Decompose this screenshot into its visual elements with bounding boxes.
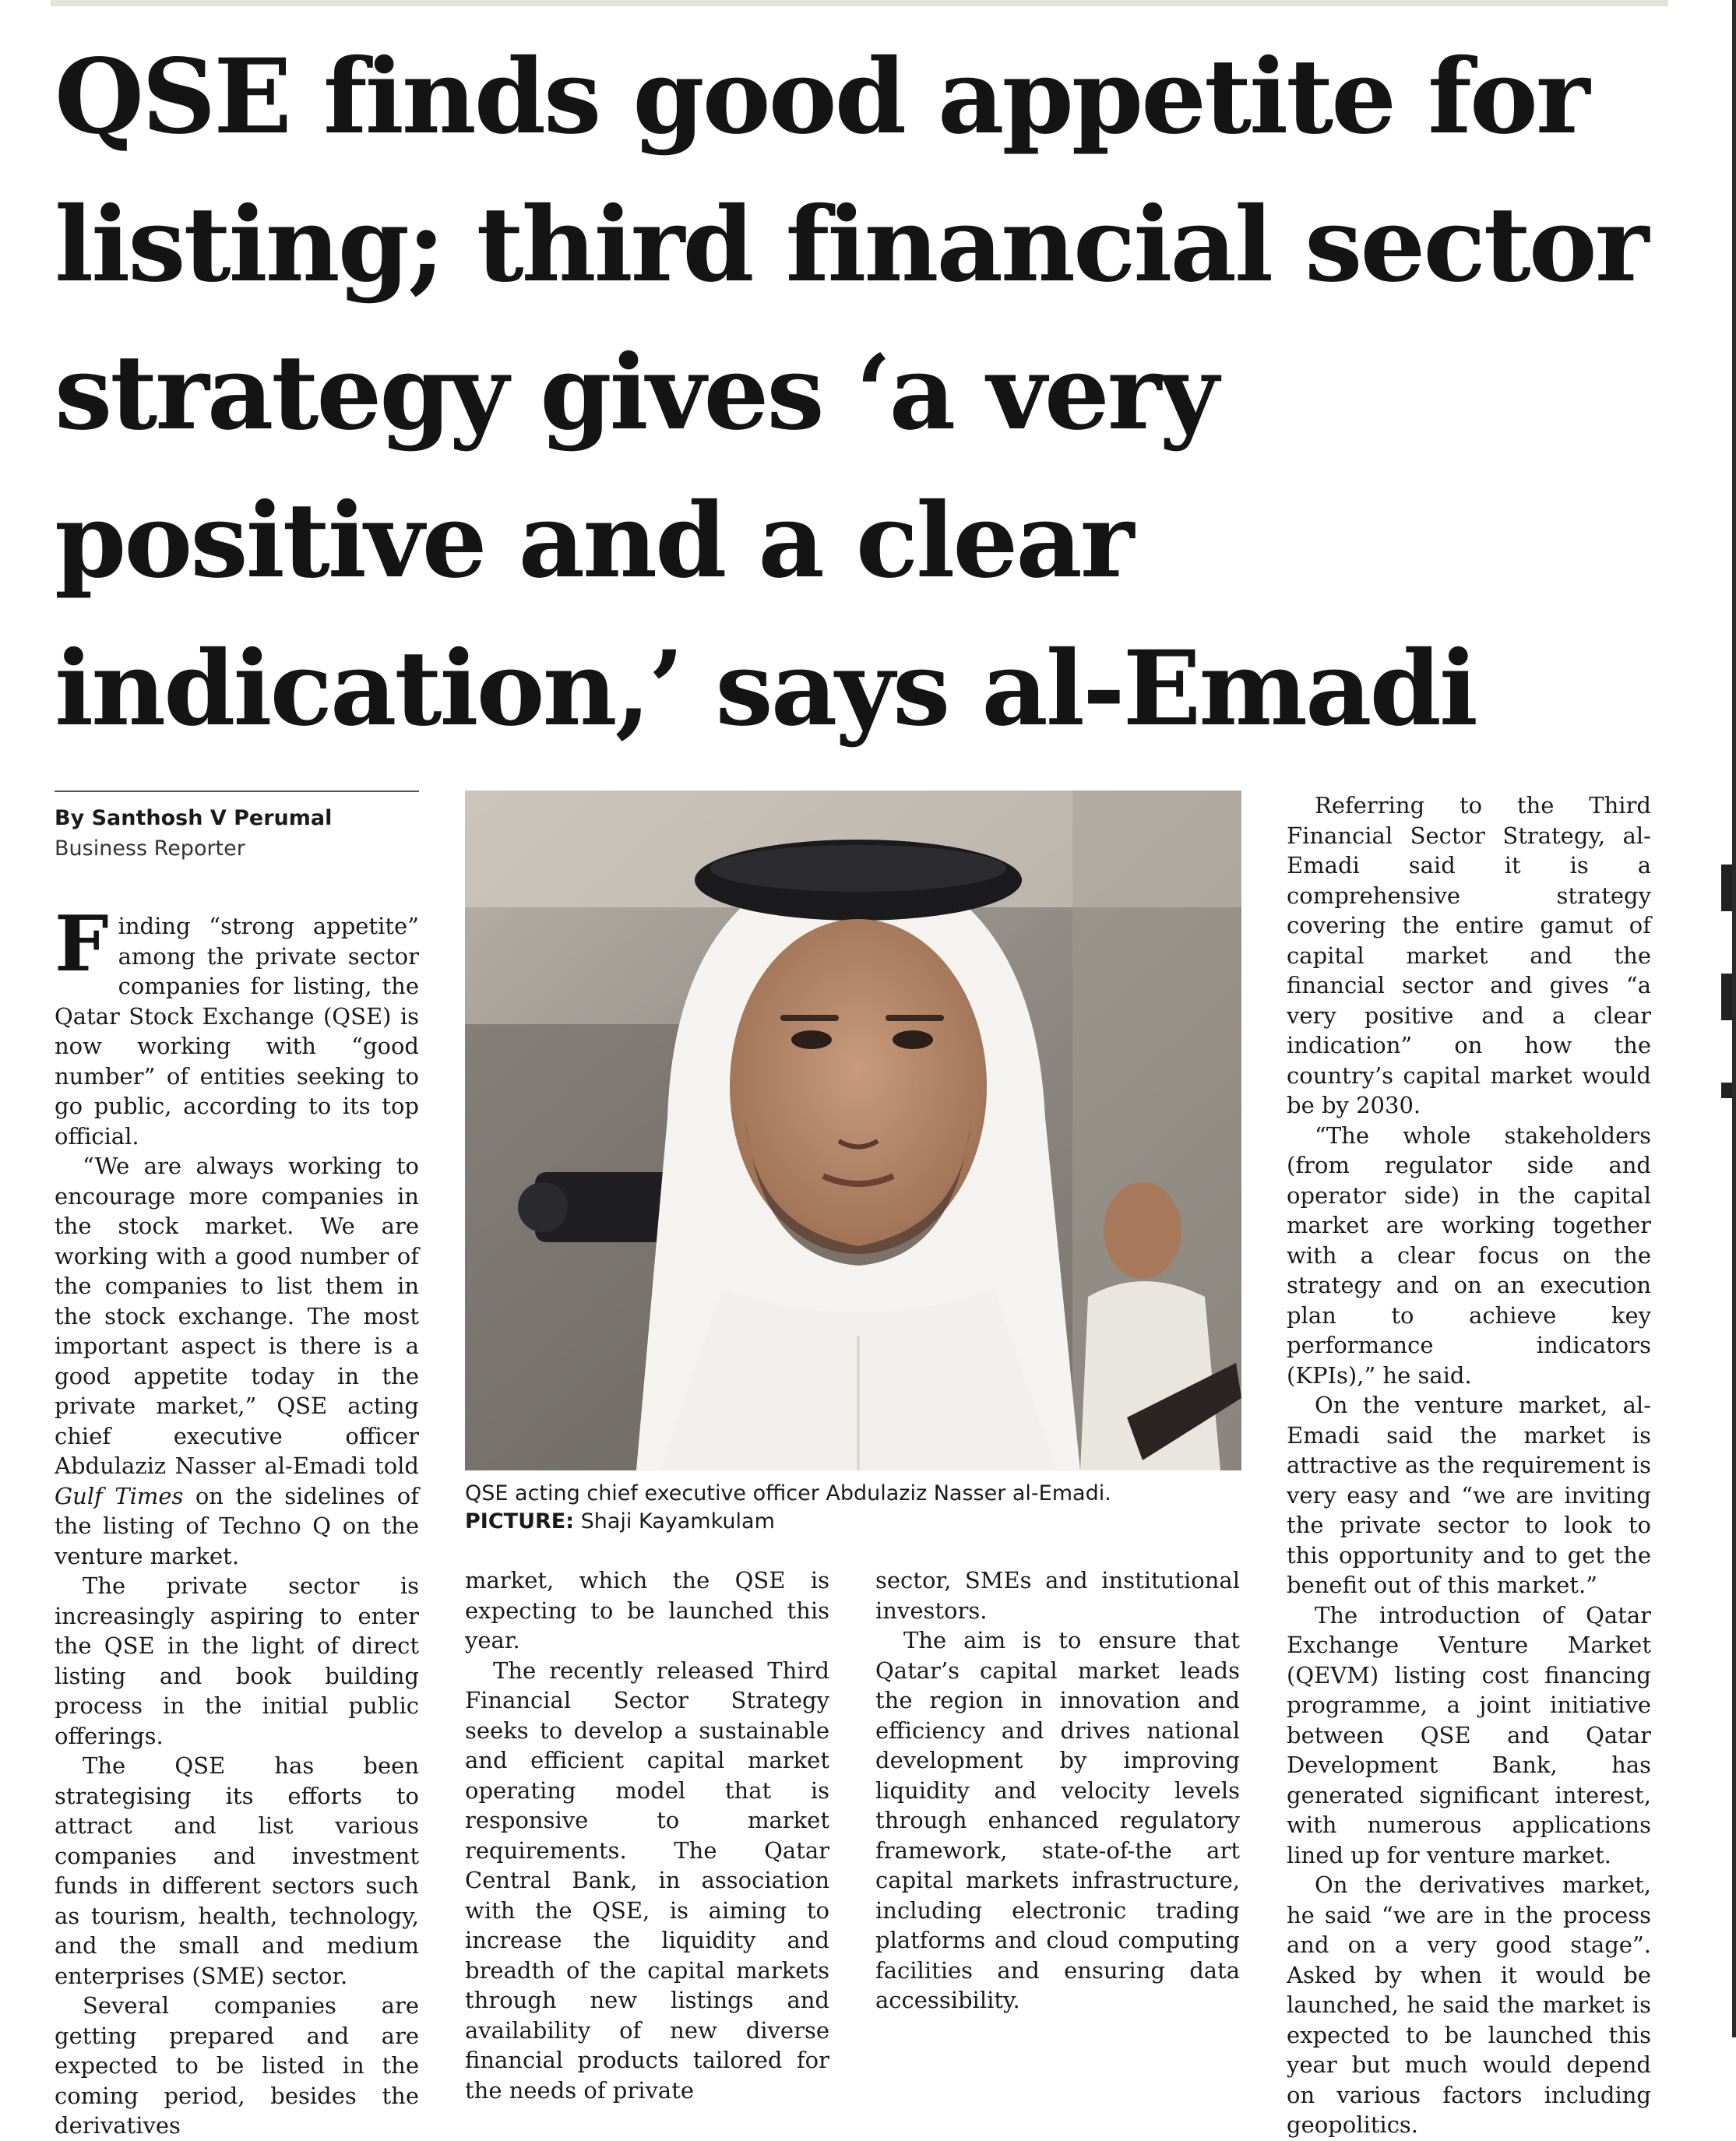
drop-cap: F — [55, 900, 109, 989]
article-paragraph: On the derivatives market, he said “we are in the process and on a very good stage”. Asked by when it would be launched, he said the market is expected to be launched this year but much would depend on various factors including geopolitics. — [1287, 1872, 1651, 2138]
article-paragraph: “The whole stakeholders (from regulator side and operator side) in the capital market are working together with a clear focus on the strategy and on an execution plan to achieve key performance indicators (KPIs),” he said. — [1287, 1122, 1651, 1389]
byline — [55, 791, 419, 861]
headline: QSE finds good appetite for listing; third financial sector strategy gives ‘a very positive and a clear indication,’ says al-Emadi — [55, 37, 1647, 749]
credit-name: Shaji Kayamkulam — [580, 1509, 775, 1534]
byline-author: By Santhosh V Perumal — [55, 806, 333, 830]
article-paragraph: The QSE has been strategising its efforts to attract and list various companies and investment funds in different sectors such as tourism, health, technology, and the small and medium enterprises (SME) sector. — [55, 1752, 419, 1989]
article-column-1 — [55, 900, 419, 2141]
article-column-3 — [875, 1565, 1240, 2016]
caption-text: QSE acting chief executive officer Abdulaziz Nasser al-Emadi. — [465, 1481, 1111, 1505]
article-paragraph: sector, SMEs and institutional investors. — [875, 1567, 1240, 1624]
article-paragraph: Finding “strong appetite” among the private sector companies for listing, the Qatar Stock Exchange (QSE) is now working with “good number” of entities seeking to go public, according to its top official. — [55, 900, 419, 1150]
article-paragraph: Several companies are getting prepared and are expected to be listed in the coming period, besides the derivatives — [55, 1992, 419, 2139]
publication-name: Gulf Times — [55, 1482, 184, 1509]
portrait-photo — [465, 791, 1241, 1470]
article-column-4 — [1287, 791, 1651, 2140]
article-paragraph: On the venture market, al-Emadi said the market is attractive as the requirement is very easy and “we are inviting the private sector to look to this opportunity and to get the benefit out of this market.” — [1287, 1392, 1651, 1598]
photo-caption — [465, 1480, 1244, 1536]
credit-label: PICTURE: — [465, 1509, 575, 1534]
byline-role: Business Reporter — [55, 836, 245, 861]
article-paragraph: market, which the QSE is expecting to be launched this year. — [465, 1567, 829, 1653]
article-paragraph: The private sector is increasingly aspiring to enter the QSE in the light of direct listing and book building process in the initial public offerings. — [55, 1572, 419, 1749]
article-paragraph: The recently released Third Financial Sector Strategy seeks to develop a sustainable and efficient capital market operating model that is responsive to market requirements. The Qatar Central Bank, in association with the QSE, is aiming to increase the liquidity and breadth of the capital markets through new listings and availability of new diverse financial products tailored for the needs of private — [465, 1657, 829, 2104]
adjacent-page-fragment — [1721, 864, 1736, 1160]
article-paragraph: “We are always working to encourage more companies in the stock market. We are working with a good number of the companies to list them in the stock exchange. The most important aspect is there is a good appetite today in the private market,” QSE acting chief executive officer Abdulaziz Nasser al-Emadi told Gulf Times on the sidelines of the listing of Techno Q on the venture market. — [55, 1153, 419, 1569]
top-color-band — [51, 0, 1668, 6]
article-paragraph: Referring to the Third Financial Sector Strategy, al-Emadi said it is a comprehensive strategy covering the entire gamut of capital market and the financial sector and gives “a very positive and a clear indication” on how the country’s capital market would be by 2030. — [1287, 792, 1651, 1118]
photo-credit — [465, 1508, 1244, 1536]
article-paragraph: The introduction of Qatar Exchange Venture Market (QEVM) listing cost financing programme, a joint initiative between QSE and Qatar Development Bank, has generated significant interest, with numerous applications lined up for venture market. — [1287, 1601, 1651, 1868]
article-column-2 — [465, 1565, 829, 2105]
article-paragraph: The aim is to ensure that Qatar’s capital market leads the region in innovation and efficiency and drives national development by improving liquidity and velocity levels through enhanced regulatory framework, state-of-the art capital markets infrastructure, including electronic trading platforms and cloud computing facilities and ensuring data accessibility. — [875, 1627, 1240, 2013]
